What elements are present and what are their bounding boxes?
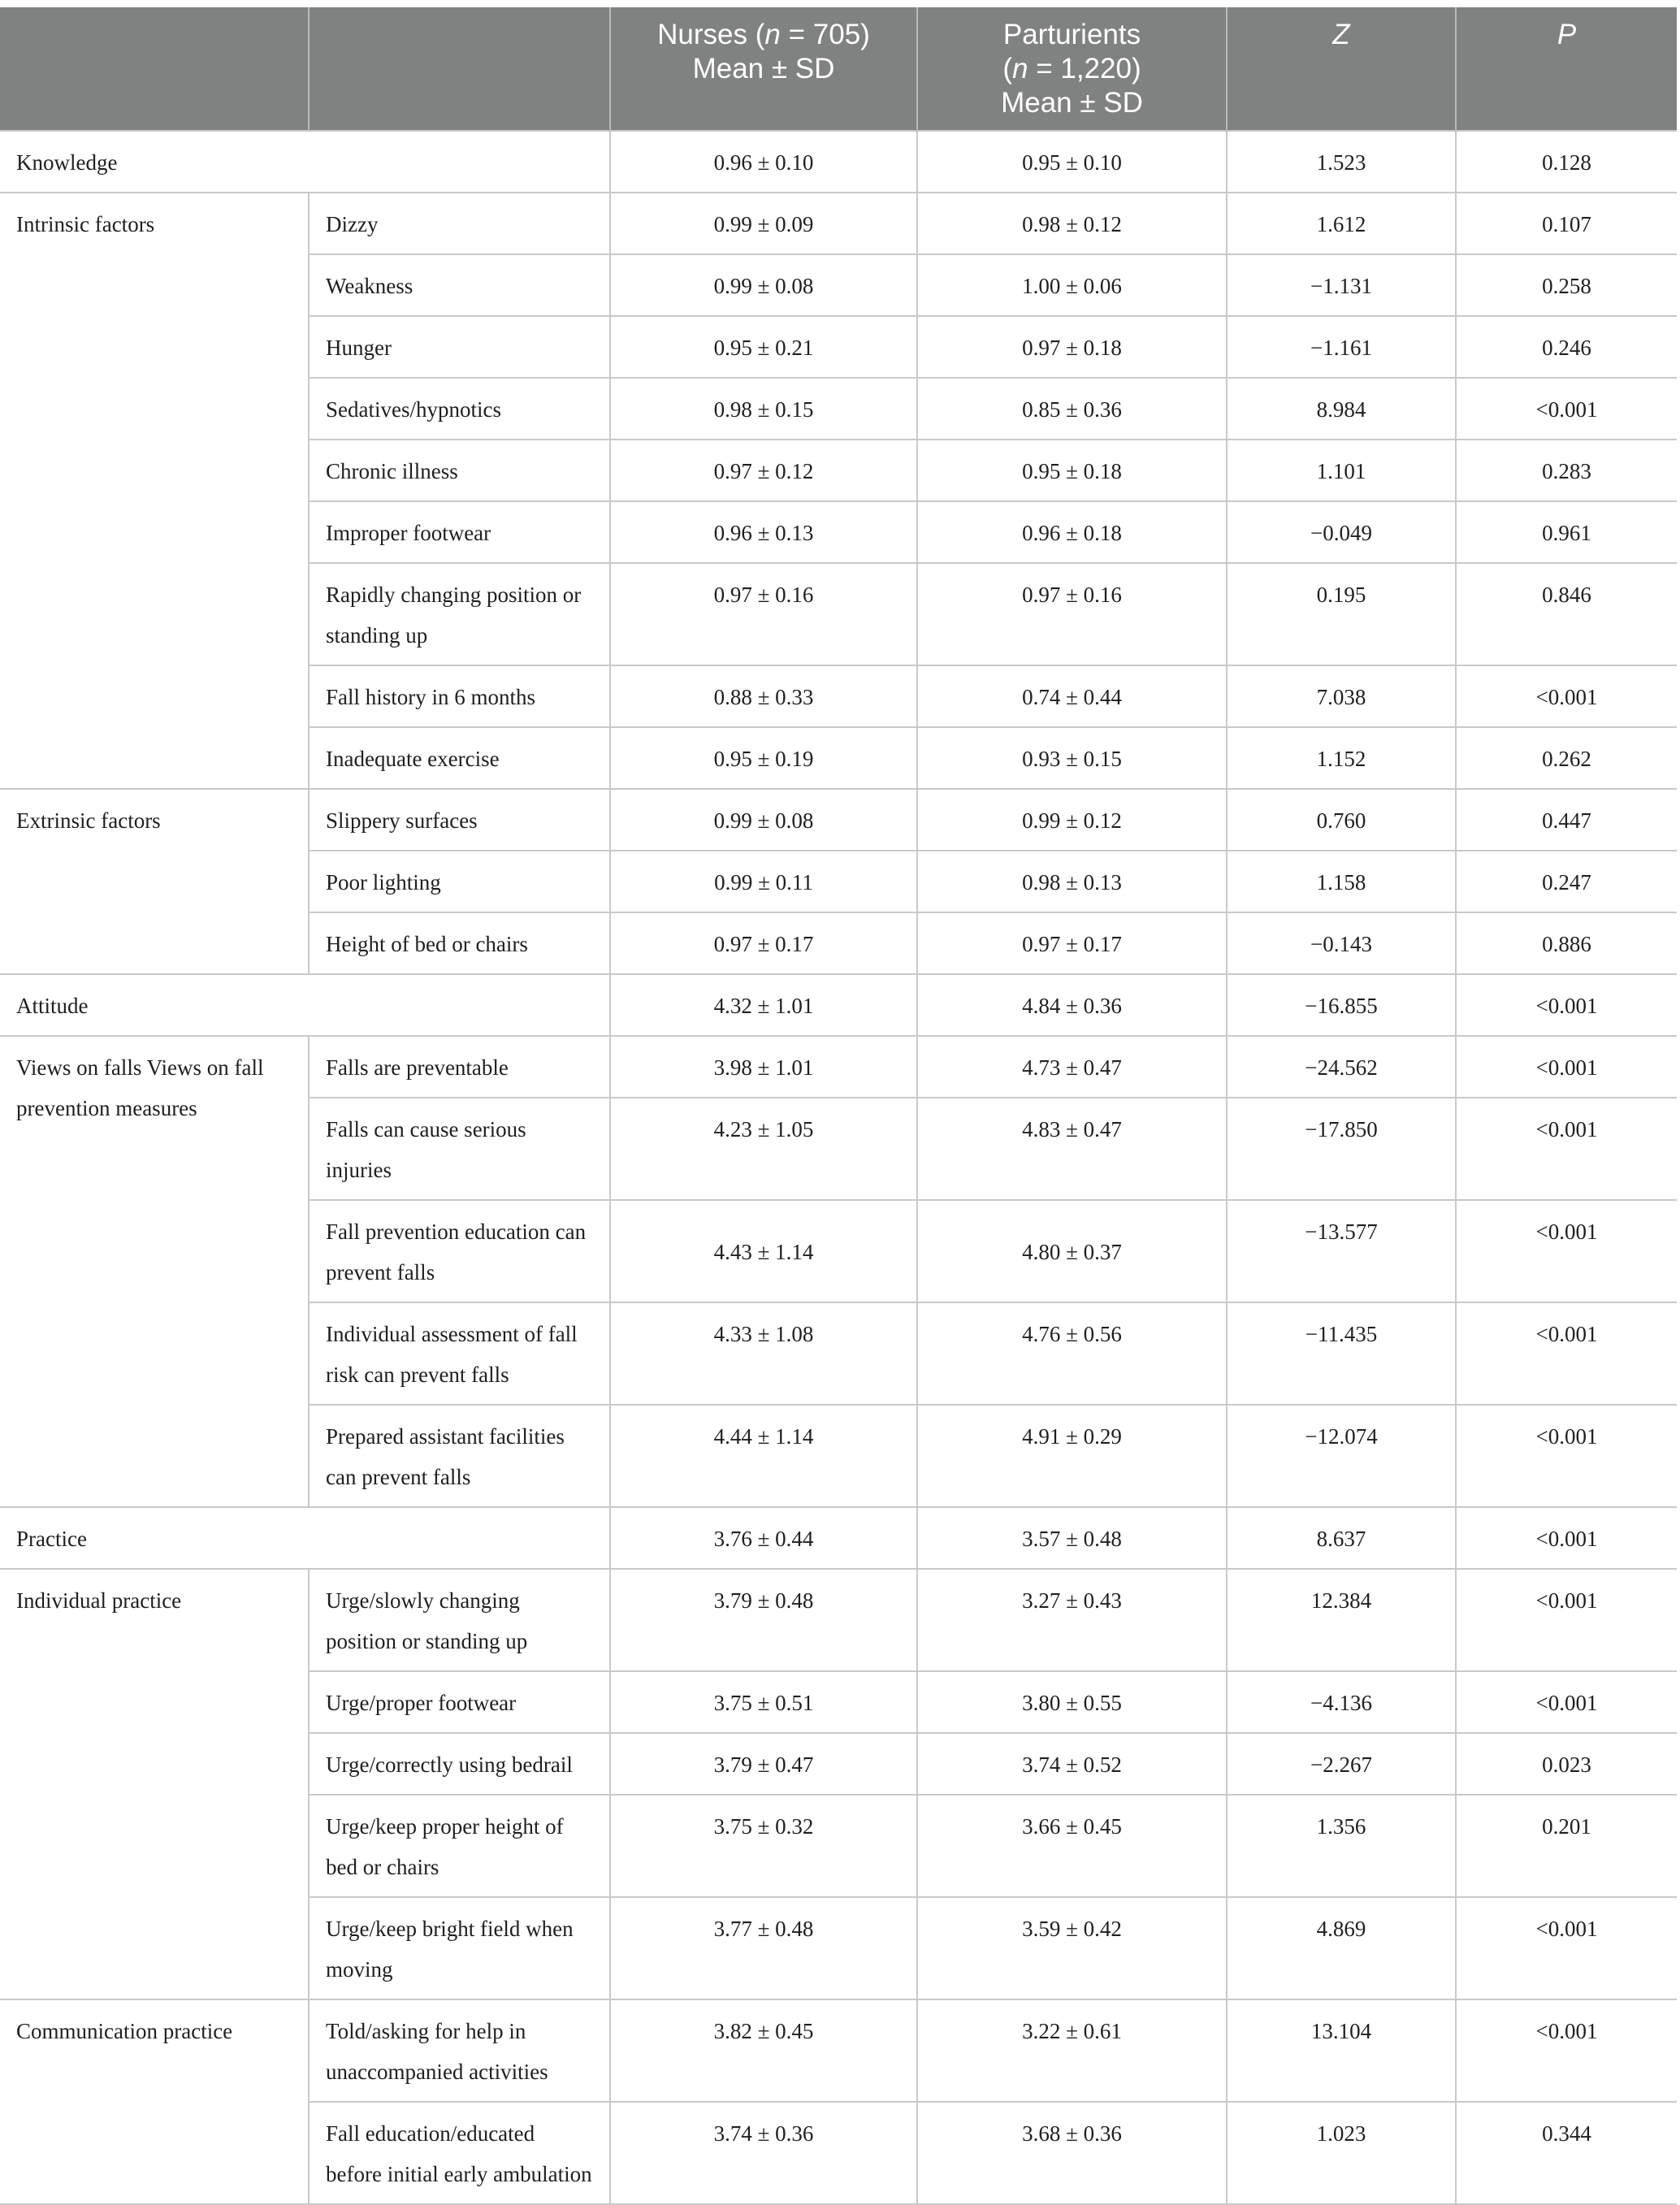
cell-item: Urge/keep bright field when moving [309, 1897, 610, 1999]
cell-item: Weakness [309, 254, 610, 316]
header-cell-parturients [917, 7, 1227, 131]
cell-item: Hunger [309, 316, 610, 378]
cell-item: Dizzy [309, 193, 610, 254]
cell-item: Urge/proper footwear [309, 1671, 610, 1733]
cell-nurses: 3.75 ± 0.32 [610, 1795, 917, 1897]
cell-z: 0.760 [1227, 789, 1456, 851]
cell-parturients: 3.57 ± 0.48 [917, 1507, 1227, 1569]
cell-parturients: 0.97 ± 0.17 [917, 912, 1227, 974]
cell-item: Improper footwear [309, 501, 610, 563]
cell-z: −13.577 [1227, 1200, 1456, 1302]
cell-item: Fall education/educated before initial early ambulation [309, 2102, 610, 2204]
cell-z: 1.523 [1227, 131, 1456, 193]
cell-p: <0.001 [1456, 665, 1677, 727]
header-cell-item [309, 7, 610, 131]
row-label-practice: Practice [0, 1507, 610, 1569]
cell-item: Falls are preventable [309, 1036, 610, 1098]
table-row [0, 1036, 1677, 1098]
table-row-practice [0, 1507, 1677, 1569]
cell-parturients: 3.27 ± 0.43 [917, 1569, 1227, 1671]
cell-parturients: 3.59 ± 0.42 [917, 1897, 1227, 1999]
cell-item: Urge/keep proper height of bed or chairs [309, 1795, 610, 1897]
cell-p: <0.001 [1456, 974, 1677, 1036]
cell-p: <0.001 [1456, 1897, 1677, 1999]
cell-nurses: 4.44 ± 1.14 [610, 1405, 917, 1507]
cell-p: <0.001 [1456, 1569, 1677, 1671]
cell-z: −24.562 [1227, 1036, 1456, 1098]
table-row-knowledge [0, 131, 1677, 193]
cell-nurses: 0.95 ± 0.19 [610, 727, 917, 789]
header-parturients-line3: Mean ± SD [1001, 87, 1143, 119]
cell-p: 0.262 [1456, 727, 1677, 789]
cell-parturients: 4.91 ± 0.29 [917, 1405, 1227, 1507]
group-label-communication: Communication practice [0, 1999, 309, 2204]
cell-nurses: 3.82 ± 0.45 [610, 1999, 917, 2102]
group-label-extrinsic: Extrinsic factors [0, 789, 309, 974]
cell-z: 1.152 [1227, 727, 1456, 789]
cell-z: 7.038 [1227, 665, 1456, 727]
cell-parturients: 1.00 ± 0.06 [917, 254, 1227, 316]
cell-z: −2.267 [1227, 1733, 1456, 1795]
header-nurses-line1: Nurses (n = 705) [657, 19, 870, 50]
cell-parturients: 0.74 ± 0.44 [917, 665, 1227, 727]
cell-p: <0.001 [1456, 378, 1677, 440]
header-parturients-line2: (n = 1,220) [1002, 53, 1141, 84]
row-label-knowledge: Knowledge [0, 131, 610, 193]
cell-item: Urge/correctly using bedrail [309, 1733, 610, 1795]
group-label-views: Views on falls Views on fall prevention measures [0, 1036, 309, 1507]
cell-p: 0.247 [1456, 851, 1677, 912]
cell-nurses: 0.95 ± 0.21 [610, 316, 917, 378]
header-parturients-line1: Parturients [1002, 19, 1141, 50]
cell-nurses: 0.99 ± 0.08 [610, 789, 917, 851]
cell-nurses: 4.23 ± 1.05 [610, 1098, 917, 1200]
cell-parturients: 0.97 ± 0.16 [917, 563, 1227, 665]
row-label-attitude: Attitude [0, 974, 610, 1036]
cell-nurses: 0.98 ± 0.15 [610, 378, 917, 440]
cell-z: 13.104 [1227, 1999, 1456, 2102]
cell-p: <0.001 [1456, 1098, 1677, 1200]
header-cell-p: P [1456, 7, 1677, 131]
cell-item: Inadequate exercise [309, 727, 610, 789]
cell-z: 1.356 [1227, 1795, 1456, 1897]
cell-nurses: 3.76 ± 0.44 [610, 1507, 917, 1569]
cell-z: 4.869 [1227, 1897, 1456, 1999]
cell-z: 1.612 [1227, 193, 1456, 254]
cell-nurses: 0.99 ± 0.08 [610, 254, 917, 316]
cell-nurses: 0.97 ± 0.12 [610, 440, 917, 501]
cell-z: 12.384 [1227, 1569, 1456, 1671]
cell-item: Slippery surfaces [309, 789, 610, 851]
cell-p: 0.258 [1456, 254, 1677, 316]
cell-parturients: 0.93 ± 0.15 [917, 727, 1227, 789]
cell-z: 8.984 [1227, 378, 1456, 440]
table-header [0, 7, 1677, 131]
cell-nurses: 0.99 ± 0.11 [610, 851, 917, 912]
cell-z: −12.074 [1227, 1405, 1456, 1507]
cell-nurses: 3.98 ± 1.01 [610, 1036, 917, 1098]
cell-nurses: 3.75 ± 0.51 [610, 1671, 917, 1733]
cell-parturients: 4.73 ± 0.47 [917, 1036, 1227, 1098]
cell-nurses: 3.79 ± 0.47 [610, 1733, 917, 1795]
results-table-container [0, 7, 1677, 2205]
cell-item: Individual assessment of fall risk can prevent falls [309, 1302, 610, 1405]
cell-item: Falls can cause serious injuries [309, 1098, 610, 1200]
cell-nurses: 0.97 ± 0.17 [610, 912, 917, 974]
cell-item: Fall prevention education can prevent falls [309, 1200, 610, 1302]
cell-nurses: 4.33 ± 1.08 [610, 1302, 917, 1405]
table-row [0, 1569, 1677, 1671]
header-nurses-line2: Mean ± SD [692, 53, 835, 84]
cell-item: Fall history in 6 months [309, 665, 610, 727]
group-label-intrinsic: Intrinsic factors [0, 193, 309, 789]
cell-z: 8.637 [1227, 1507, 1456, 1569]
cell-p: 0.128 [1456, 131, 1677, 193]
cell-parturients: 3.22 ± 0.61 [917, 1999, 1227, 2102]
table-row [0, 193, 1677, 254]
cell-p: 0.846 [1456, 563, 1677, 665]
cell-nurses: 0.96 ± 0.10 [610, 131, 917, 193]
cell-parturients: 0.97 ± 0.18 [917, 316, 1227, 378]
cell-nurses: 0.96 ± 0.13 [610, 501, 917, 563]
cell-z: −11.435 [1227, 1302, 1456, 1405]
cell-p: <0.001 [1456, 1302, 1677, 1405]
cell-item: Poor lighting [309, 851, 610, 912]
cell-parturients: 4.83 ± 0.47 [917, 1098, 1227, 1200]
cell-p: <0.001 [1456, 1507, 1677, 1569]
cell-parturients: 3.66 ± 0.45 [917, 1795, 1227, 1897]
cell-p: <0.001 [1456, 1200, 1677, 1302]
cell-z: −1.131 [1227, 254, 1456, 316]
cell-z: −1.161 [1227, 316, 1456, 378]
table-row [0, 1999, 1677, 2102]
cell-p: <0.001 [1456, 1671, 1677, 1733]
cell-z: 0.195 [1227, 563, 1456, 665]
cell-p: 0.023 [1456, 1733, 1677, 1795]
cell-z: 1.023 [1227, 2102, 1456, 2204]
table-row [0, 789, 1677, 851]
cell-p: 0.201 [1456, 1795, 1677, 1897]
results-table [0, 7, 1677, 2205]
cell-parturients: 0.85 ± 0.36 [917, 378, 1227, 440]
cell-z: −17.850 [1227, 1098, 1456, 1200]
cell-parturients: 3.80 ± 0.55 [917, 1671, 1227, 1733]
cell-z: −0.143 [1227, 912, 1456, 974]
cell-item: Rapidly changing position or standing up [309, 563, 610, 665]
cell-item: Chronic illness [309, 440, 610, 501]
cell-z: 1.158 [1227, 851, 1456, 912]
cell-p: <0.001 [1456, 1036, 1677, 1098]
cell-p: 0.961 [1456, 501, 1677, 563]
cell-p: 0.886 [1456, 912, 1677, 974]
cell-parturients: 3.68 ± 0.36 [917, 2102, 1227, 2204]
cell-nurses: 0.99 ± 0.09 [610, 193, 917, 254]
cell-z: −16.855 [1227, 974, 1456, 1036]
cell-p: 0.107 [1456, 193, 1677, 254]
cell-nurses: 0.97 ± 0.16 [610, 563, 917, 665]
cell-parturients: 4.76 ± 0.56 [917, 1302, 1227, 1405]
table-body [0, 131, 1677, 2204]
cell-nurses: 3.74 ± 0.36 [610, 2102, 917, 2204]
cell-item: Told/asking for help in unaccompanied activities [309, 1999, 610, 2102]
cell-nurses: 4.32 ± 1.01 [610, 974, 917, 1036]
cell-z: −0.049 [1227, 501, 1456, 563]
cell-p: 0.344 [1456, 2102, 1677, 2204]
header-cell-category [0, 7, 309, 131]
table-row-attitude [0, 974, 1677, 1036]
header-row [0, 7, 1677, 131]
group-label-individual: Individual practice [0, 1569, 309, 1999]
cell-nurses: 3.79 ± 0.48 [610, 1569, 917, 1671]
cell-p: 0.447 [1456, 789, 1677, 851]
header-cell-z: Z [1227, 7, 1456, 131]
cell-parturients: 0.98 ± 0.12 [917, 193, 1227, 254]
cell-nurses: 0.88 ± 0.33 [610, 665, 917, 727]
cell-parturients: 0.95 ± 0.10 [917, 131, 1227, 193]
cell-p: 0.246 [1456, 316, 1677, 378]
cell-item: Urge/slowly changing position or standing up [309, 1569, 610, 1671]
cell-p: <0.001 [1456, 1999, 1677, 2102]
cell-item: Sedatives/hypnotics [309, 378, 610, 440]
cell-p: 0.283 [1456, 440, 1677, 501]
cell-parturients: 4.84 ± 0.36 [917, 974, 1227, 1036]
cell-item: Height of bed or chairs [309, 912, 610, 974]
cell-nurses: 4.43 ± 1.14 [610, 1200, 917, 1302]
cell-z: −4.136 [1227, 1671, 1456, 1733]
cell-nurses: 3.77 ± 0.48 [610, 1897, 917, 1999]
cell-parturients: 0.98 ± 0.13 [917, 851, 1227, 912]
cell-parturients: 0.95 ± 0.18 [917, 440, 1227, 501]
cell-p: <0.001 [1456, 1405, 1677, 1507]
cell-parturients: 3.74 ± 0.52 [917, 1733, 1227, 1795]
cell-parturients: 4.80 ± 0.37 [917, 1200, 1227, 1302]
cell-parturients: 0.99 ± 0.12 [917, 789, 1227, 851]
cell-item: Prepared assistant facilities can prevent falls [309, 1405, 610, 1507]
cell-parturients: 0.96 ± 0.18 [917, 501, 1227, 563]
header-cell-nurses [610, 7, 917, 131]
cell-z: 1.101 [1227, 440, 1456, 501]
